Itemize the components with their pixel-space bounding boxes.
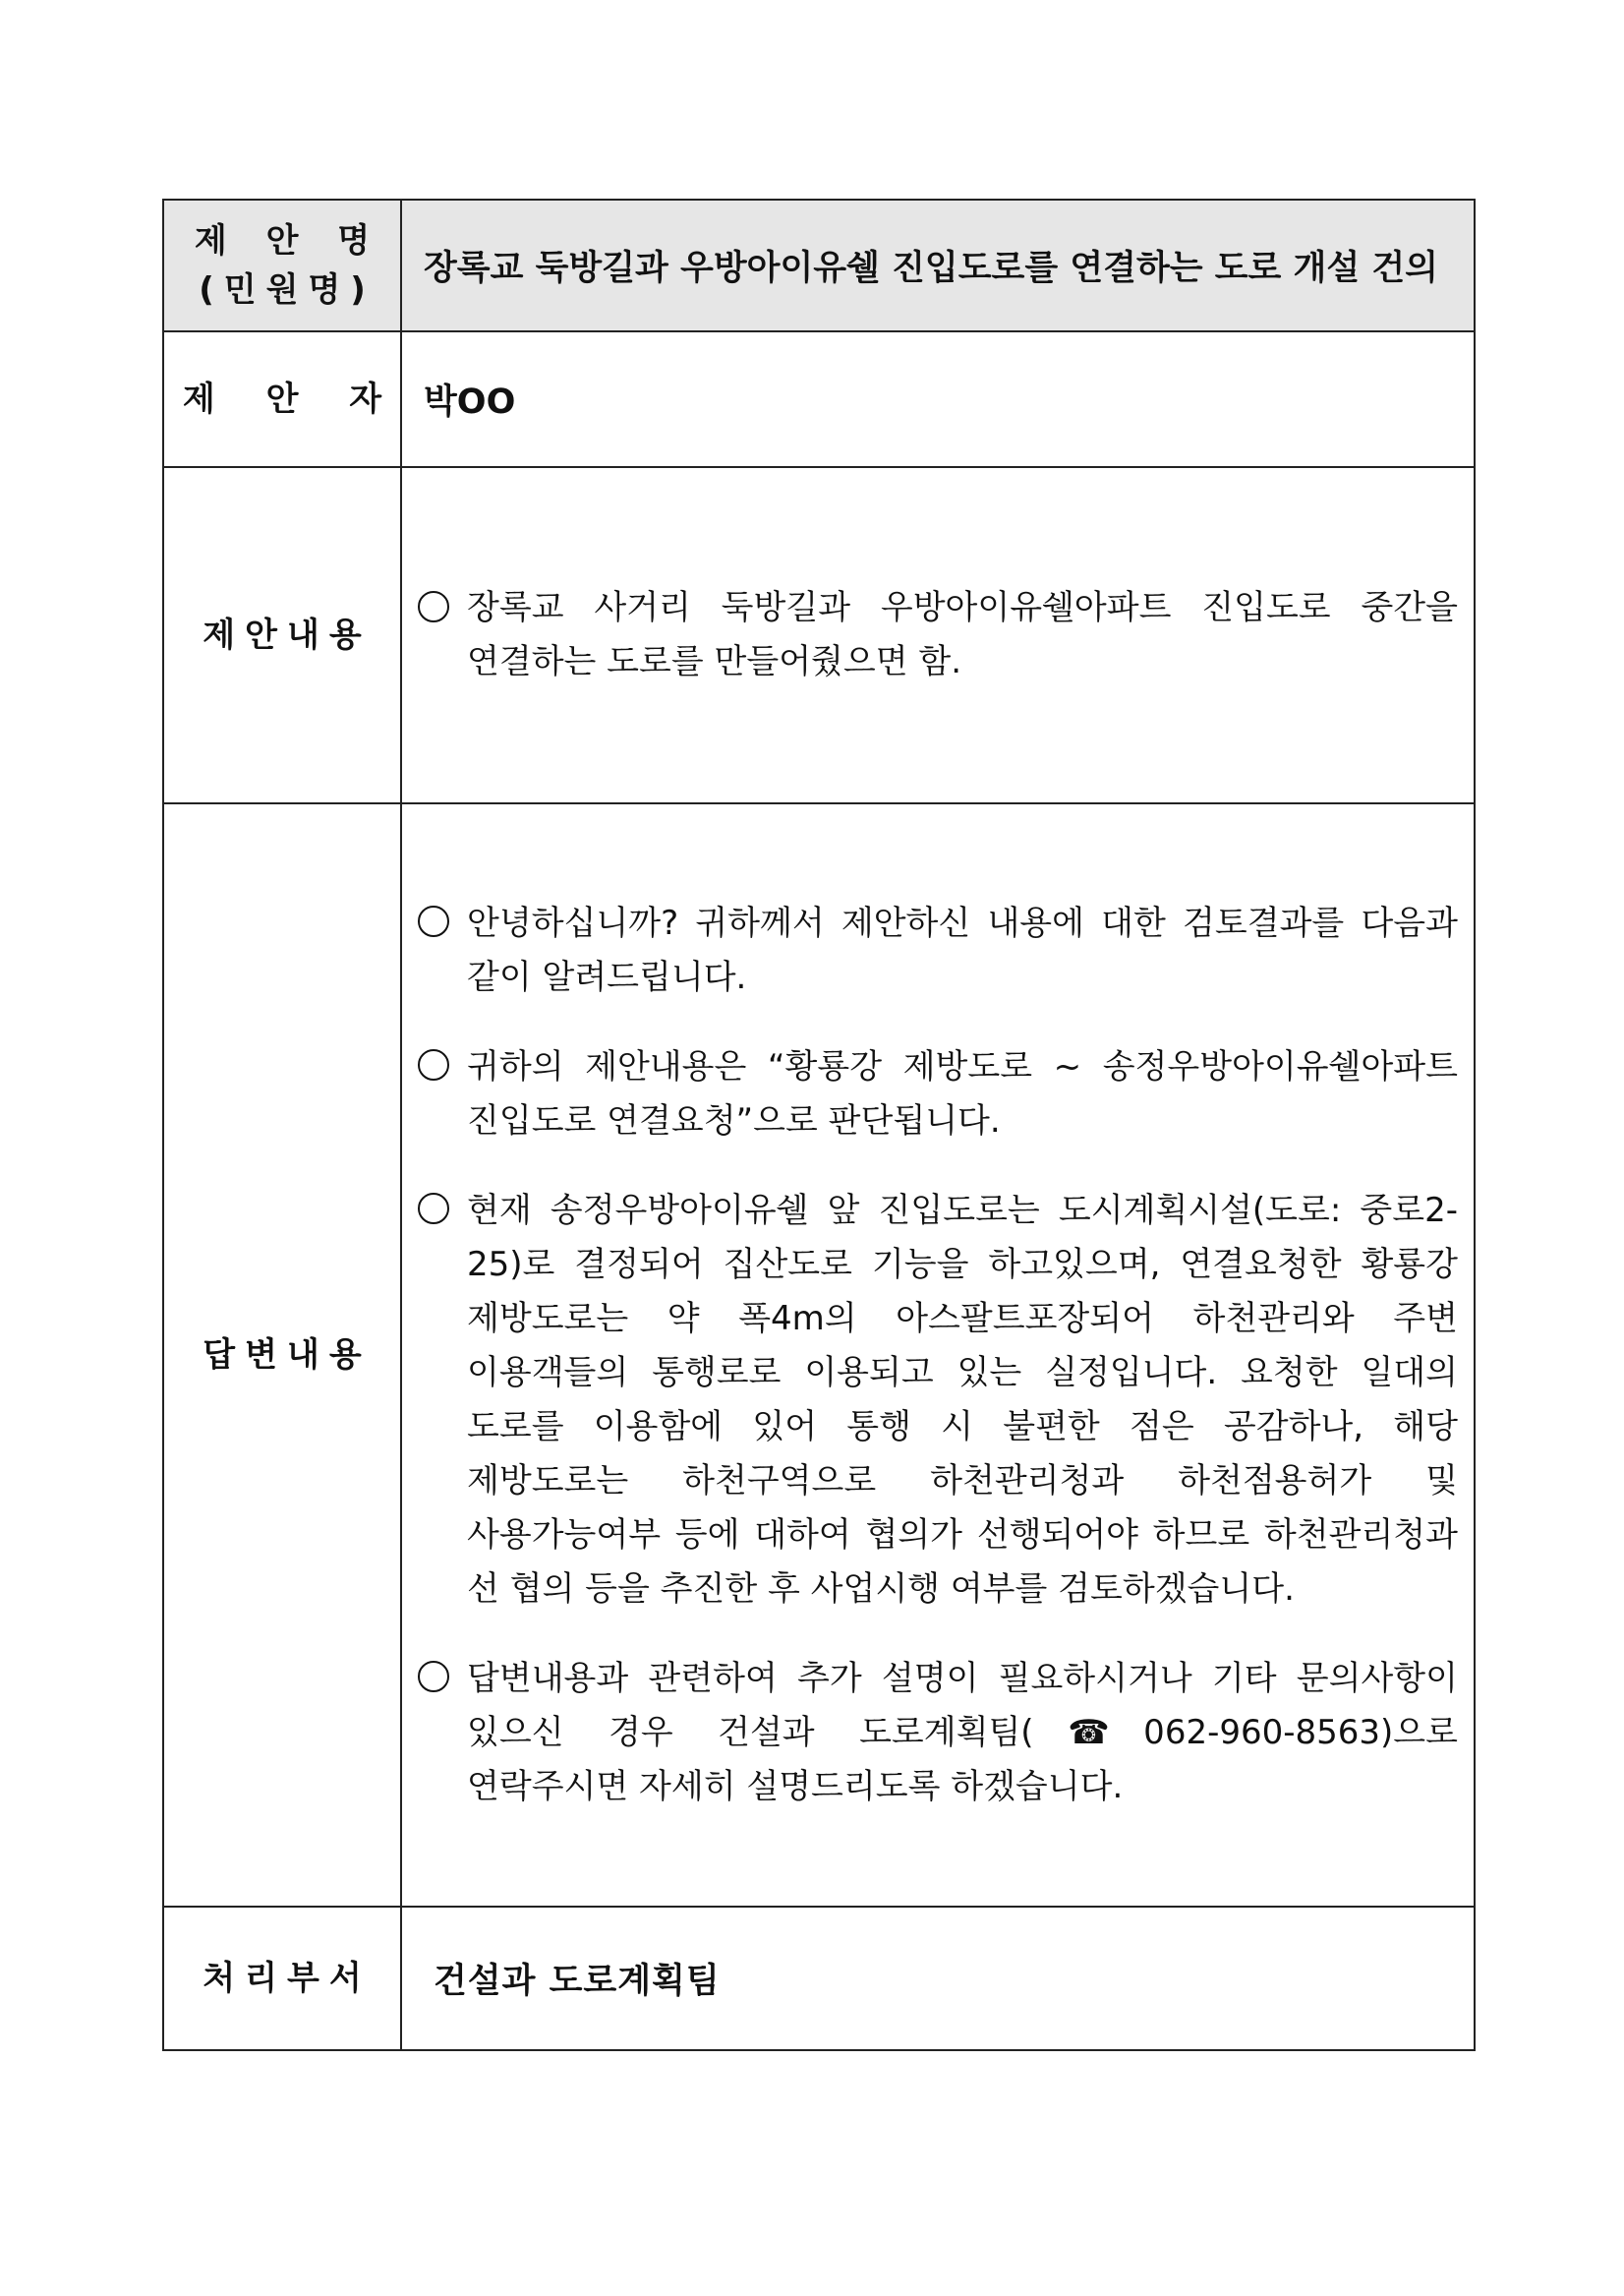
answer-item: [418, 897, 1458, 1005]
title-label-line2: (민원명): [199, 270, 376, 310]
answer-item-text: 현재 송정우방아이유쉘 앞 진입도로는 도시계획시설(도로: 중로2-25)로 결정되어 집산도로 기능을 하고있으며, 연결요청한 황룡강 제방도로는 약 폭4m의 아스팔트포장되어 하천관리와 주변 이용객들의 통행로로 이용되고 있는 실정입니다. 요청한 일대의 도로를 이용함에 있어 통행 시 불편한 점은 공감하나, 해당 제방도로는 하천구역으로 하천관리청과 하천점용허가 및 사용가능여부 등에 대하여 협의가 선행되어야 하므로 하천관리청과 선 협의 등을 추진한 후 사업시행 여부를 검토하겠습니다.: [467, 1190, 1458, 1609]
answer-content: [401, 803, 1475, 1907]
answer-row: [163, 803, 1475, 1907]
proposer-row: [163, 331, 1475, 467]
proposal-item: [418, 581, 1458, 689]
department-label: 처리부서: [203, 1959, 372, 1998]
hollow-circle-icon: [418, 897, 467, 951]
proposer-name: 박OO: [401, 331, 1475, 467]
title-row: [163, 200, 1475, 331]
answer-label: 답변내용: [203, 1335, 372, 1375]
department-row: [163, 1907, 1475, 2050]
title-label-line1: 제 안 명: [194, 221, 384, 261]
answer-item-text: 답변내용과 관련하여 추가 설명이 필요하시거나 기타 문의사항이 있으신 경우 건설과 도로계획팀(☎062-960-8563)으로 연락주시면 자세히 설명드리도록 하겠습니다.: [467, 1658, 1458, 1806]
answer-item: [418, 1652, 1458, 1814]
petition-title: 장록교 둑방길과 우방아이유쉘 진입도로를 연결하는 도로 개설 건의: [401, 200, 1475, 331]
answer-item-text: 안녕하십니까? 귀하께서 제안하신 내용에 대한 검토결과를 다음과 같이 알려드립니다.: [467, 903, 1458, 997]
proposal-content: [401, 467, 1475, 803]
proposal-row: [163, 467, 1475, 803]
hollow-circle-icon: [418, 1184, 467, 1238]
proposal-item-text: 장록교 사거리 둑방길과 우방아이유쉘아파트 진입도로 중간을 연결하는 도로를 만들어줬으면 함.: [467, 588, 1458, 681]
answer-item: [418, 1184, 1458, 1617]
answer-item: [418, 1040, 1458, 1148]
hollow-circle-icon: [418, 1652, 467, 1706]
title-label-cell: [163, 200, 401, 331]
answer-item-text: 귀하의 제안내용은 “황룡강 제방도로 ~ 송정우방아이유쉘아파트 진입도로 연결요청”으로 판단됩니다.: [467, 1046, 1458, 1141]
department-name: 건설과 도로계획팀: [401, 1907, 1475, 2050]
hollow-circle-icon: [418, 1040, 467, 1094]
proposal-label: 제안내용: [203, 616, 372, 655]
civil-petition-table: [162, 199, 1476, 2051]
hollow-circle-icon: [418, 581, 467, 635]
proposer-label: 제 안 자: [182, 380, 402, 419]
